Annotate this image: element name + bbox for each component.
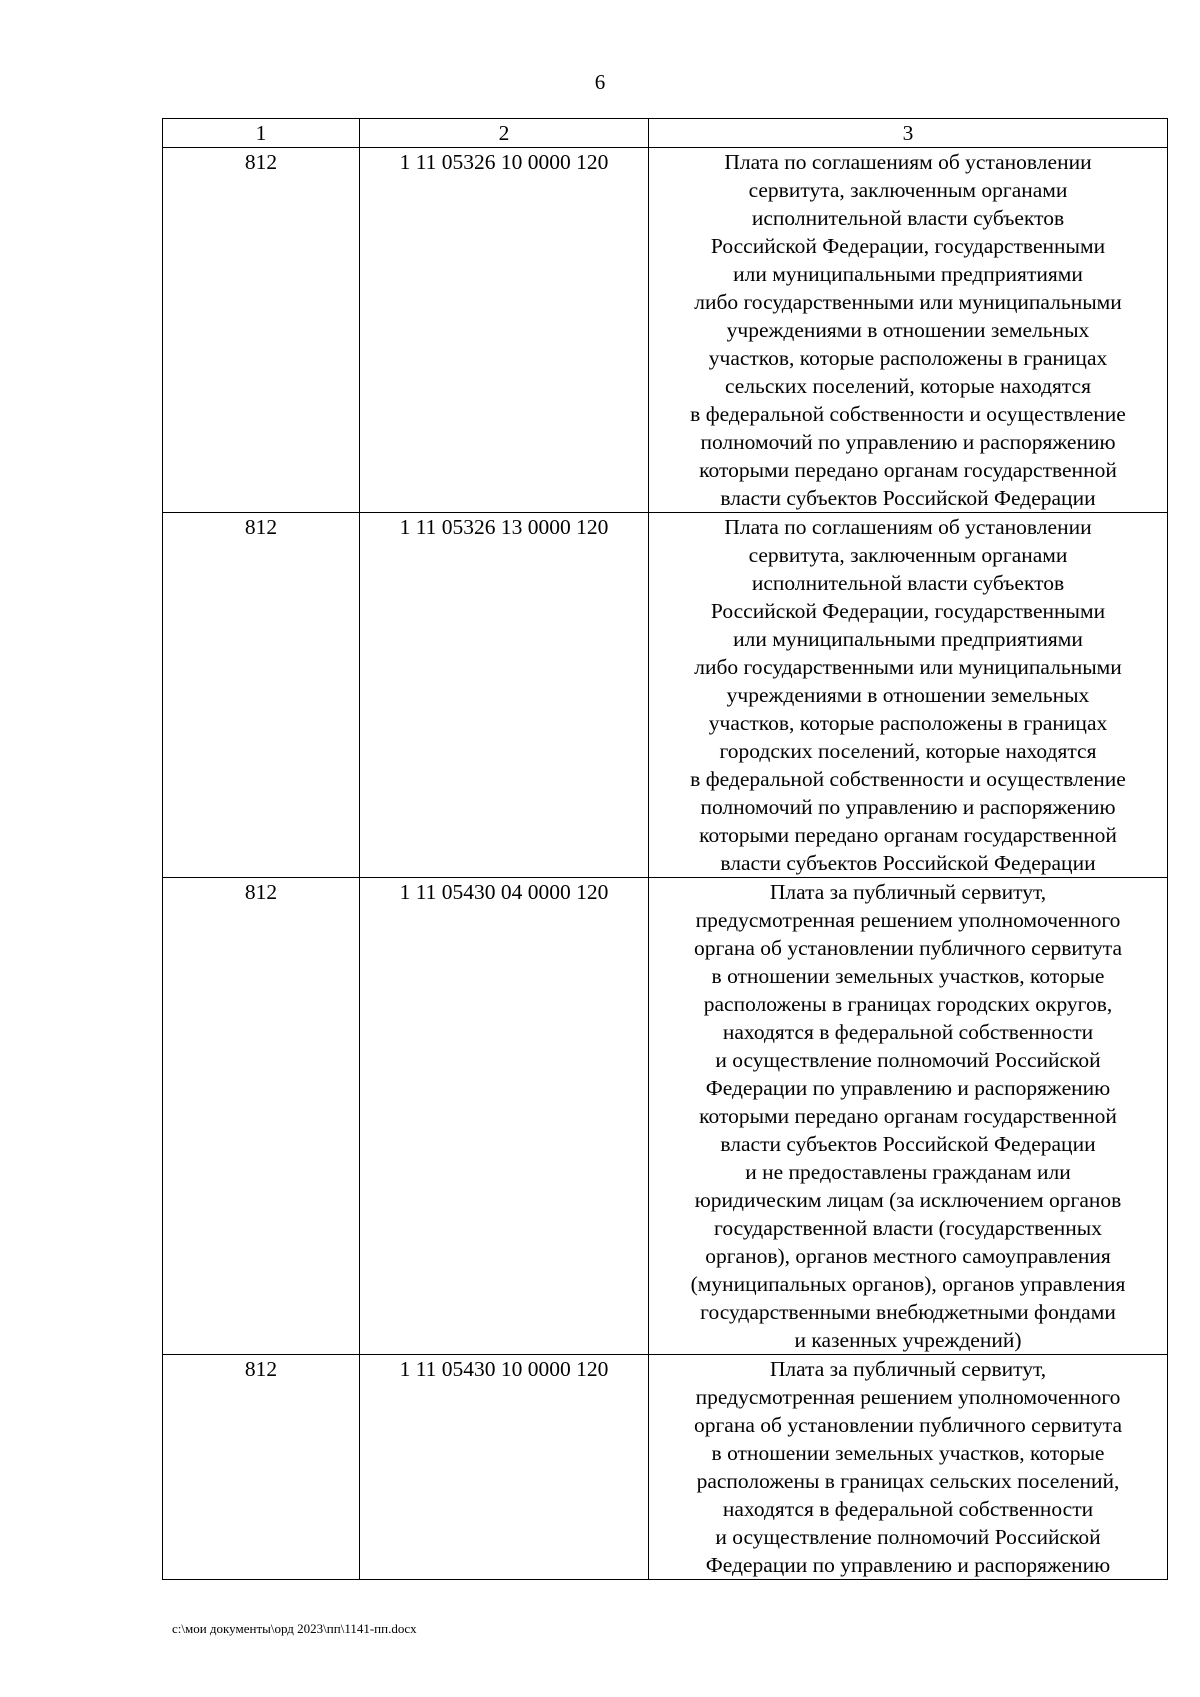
- description-line: сервитута, заключенным органами: [748, 178, 1068, 202]
- table-row: [163, 513, 1168, 878]
- description-line: исполнительной власти субъектов: [751, 206, 1065, 230]
- description-line: которыми передано органам государственной: [699, 823, 1117, 847]
- kbk-code-cell: 1 11 05326 13 0000 120: [360, 513, 649, 878]
- description-line: расположены в границах городских округов,: [703, 992, 1113, 1016]
- admin-code-cell: 812: [163, 513, 360, 878]
- table-row: [163, 1355, 1168, 1580]
- description-line: Федерации по управлению и распоряжению: [705, 1553, 1111, 1577]
- description-line: в отношении земельных участков, которые: [711, 1441, 1105, 1465]
- description-line: участков, которые расположены в границах: [708, 711, 1108, 735]
- description-cell: [649, 878, 1168, 1355]
- description-line: сельских поселений, которые находятся: [724, 374, 1091, 398]
- description-line: либо государственными или муниципальными: [694, 290, 1122, 314]
- kbk-code-cell: 1 11 05430 10 0000 120: [360, 1355, 649, 1580]
- admin-code-cell: 812: [163, 878, 360, 1355]
- description-line: и казенных учреждений): [794, 1328, 1022, 1352]
- description-line: полномочий по управлению и распоряжению: [700, 795, 1116, 819]
- description-line: городских поселений, которые находятся: [719, 739, 1097, 763]
- description-line: и осуществление полномочий Российской: [715, 1525, 1101, 1549]
- description-line: или муниципальными предприятиями: [733, 262, 1083, 286]
- description-line: и не предоставлены гражданам или: [745, 1160, 1071, 1184]
- description-line: предусмотренная решением уполномоченного: [695, 908, 1121, 932]
- description-line: в федеральной собственности и осуществление: [690, 767, 1126, 791]
- admin-code-cell: 812: [163, 1355, 360, 1580]
- description-line: которыми передано органам государственной: [699, 1104, 1117, 1128]
- description-line: Плата за публичный сервитут,: [769, 880, 1047, 904]
- description-line: в отношении земельных участков, которые: [711, 964, 1105, 988]
- description-line: Плата по соглашениям об установлении: [724, 150, 1092, 174]
- description-line: находятся в федеральной собственности: [722, 1020, 1094, 1044]
- description-line: сервитута, заключенным органами: [748, 543, 1068, 567]
- description-line: в федеральной собственности и осуществление: [690, 402, 1126, 426]
- description-line: учреждениями в отношении земельных: [726, 318, 1090, 342]
- description-line: учреждениями в отношении земельных: [726, 683, 1090, 707]
- description-line: Плата за публичный сервитут,: [769, 1357, 1047, 1381]
- description-line: (муниципальных органов), органов управления: [690, 1272, 1126, 1296]
- description-line: исполнительной власти субъектов: [751, 571, 1065, 595]
- description-cell: [649, 148, 1168, 513]
- description-line: Плата по соглашениям об установлении: [724, 515, 1092, 539]
- table-header-row: [163, 119, 1168, 148]
- header-col-2: 2: [360, 119, 649, 148]
- header-col-1: 1: [163, 119, 360, 148]
- revenue-codes-table: [162, 118, 1168, 1580]
- description-line: участков, которые расположены в границах: [708, 346, 1108, 370]
- kbk-code-cell: 1 11 05430 04 0000 120: [360, 878, 649, 1355]
- description-line: власти субъектов Российской Федерации: [720, 486, 1096, 510]
- description-line: юридическим лицам (за исключением органов: [694, 1188, 1122, 1212]
- header-col-3: 3: [649, 119, 1168, 148]
- description-line: либо государственными или муниципальными: [694, 655, 1122, 679]
- description-line: которыми передано органам государственной: [699, 458, 1117, 482]
- description-line: Российской Федерации, государственными: [710, 599, 1106, 623]
- description-line: Федерации по управлению и распоряжению: [705, 1076, 1111, 1100]
- table-row: [163, 878, 1168, 1355]
- description-cell: [649, 1355, 1168, 1580]
- description-line: власти субъектов Российской Федерации: [720, 1132, 1096, 1156]
- description-line: государственными внебюджетными фондами: [700, 1300, 1116, 1324]
- page-number: 6: [594, 70, 606, 94]
- description-line: и осуществление полномочий Российской: [715, 1048, 1101, 1072]
- description-line: предусмотренная решением уполномоченного: [695, 1385, 1121, 1409]
- description-line: государственной власти (государственных: [714, 1216, 1102, 1240]
- description-line: органа об установлении публичного сервитута: [693, 1413, 1123, 1437]
- description-line: органа об установлении публичного сервитута: [693, 936, 1123, 960]
- description-line: органов), органов местного самоуправления: [705, 1244, 1111, 1268]
- description-cell: [649, 513, 1168, 878]
- description-line: находятся в федеральной собственности: [722, 1497, 1094, 1521]
- description-line: Российской Федерации, государственными: [710, 234, 1106, 258]
- kbk-code-cell: 1 11 05326 10 0000 120: [360, 148, 649, 513]
- description-line: или муниципальными предприятиями: [733, 627, 1083, 651]
- table-body: [163, 148, 1168, 1580]
- description-line: полномочий по управлению и распоряжению: [700, 430, 1116, 454]
- description-line: власти субъектов Российской Федерации: [720, 851, 1096, 875]
- table-row: [163, 148, 1168, 513]
- footer-file-path: c:\мои документы\орд 2023\пп\1141-пп.docx: [172, 1621, 417, 1636]
- description-line: расположены в границах сельских поселений,: [696, 1469, 1120, 1493]
- admin-code-cell: 812: [163, 148, 360, 513]
